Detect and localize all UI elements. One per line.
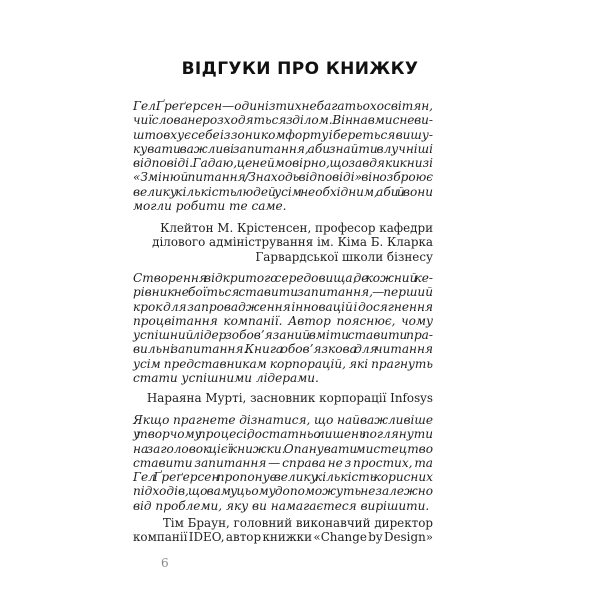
quote-line: ставити запитання — справа не з простих, та bbox=[133, 455, 433, 470]
quote-line: Гел Ґреґерсен пропонує велику кількість корисних bbox=[133, 470, 433, 485]
review-2-attribution bbox=[133, 391, 433, 405]
quote-line: «Змінюй питання / Знаходь відповіді» він озброює bbox=[133, 170, 434, 185]
quote-line: штовхує себе із зони комфорту і береться вишу- bbox=[133, 127, 433, 142]
quote-line: процвітання компанії. Автор пояснює, чому bbox=[133, 313, 434, 328]
page-number: 6 bbox=[161, 556, 169, 570]
attribution-line: Тім Браун, головний виконавчий директор bbox=[162, 516, 433, 530]
quote-line: чиї слова не розходяться з ділом. Він навмисне ви- bbox=[133, 113, 433, 128]
quote-line: Гел Ґреґерсен — один із тих небагатьох освітян, bbox=[133, 99, 434, 113]
quote-line: відповіді. Гадаю, це неймовірно, що завдяки книзі bbox=[133, 156, 433, 171]
quote-line: вильні запитання. Книга обов’язкова для читання bbox=[133, 342, 433, 357]
quote-line: усім представникам корпорацій, які прагнуть bbox=[133, 356, 433, 371]
quote-line: від проблеми, яку ви намагаєтеся вирішити. bbox=[133, 498, 430, 513]
review-1-quote bbox=[133, 99, 433, 213]
attribution-line: компанії IDEO, автор книжки «Change by Design» bbox=[133, 530, 434, 545]
attribution-line: ділового адміністрування ім. Кіма Б. Кларка bbox=[152, 235, 433, 250]
quote-line: рівник не боїться ставити запитання, — перший bbox=[133, 285, 433, 300]
review-3-attribution bbox=[133, 516, 433, 545]
attribution-line: Нараяна Мурті, засновник корпорації Infosys bbox=[146, 391, 433, 405]
quote-line: підходів, що вам у цьому допоможуть незалежно bbox=[133, 484, 434, 499]
page-title: ВІДГУКИ ПРО КНИЖКУ bbox=[181, 59, 419, 79]
quote-line: крок для запровадження інновацій і досягнення bbox=[133, 299, 433, 314]
quote-line: Створення відкритого середовища, де кожний ке- bbox=[133, 271, 434, 285]
quote-line: у творчому процесі, достатньо лишень поглянути bbox=[133, 427, 433, 442]
attribution-line: Клейтон М. Крістенсен, професор кафедри bbox=[160, 221, 433, 235]
quote-line: на заголовок цієї книжки. Опанувати мистецтво bbox=[133, 441, 433, 456]
attribution-line: Гарвардської школи бізнесу bbox=[255, 249, 433, 264]
quote-line: Якщо прагнете дізнатися, що найважливіше bbox=[133, 413, 433, 427]
quote-line: стати успішними лідерами. bbox=[133, 371, 319, 386]
review-1-attribution bbox=[133, 221, 433, 264]
review-2-quote bbox=[133, 271, 433, 385]
quote-line: успішний лідер зобов’язаний вміти ставити пра- bbox=[133, 328, 433, 343]
review-3-quote bbox=[133, 413, 433, 513]
quote-line: могли робити те саме. bbox=[133, 199, 287, 214]
quote-line: кувати важливі запитання, аби знайти влучніші bbox=[133, 141, 433, 156]
quote-line: велику кількість людей усім необхідним, аби й вони bbox=[133, 184, 433, 199]
